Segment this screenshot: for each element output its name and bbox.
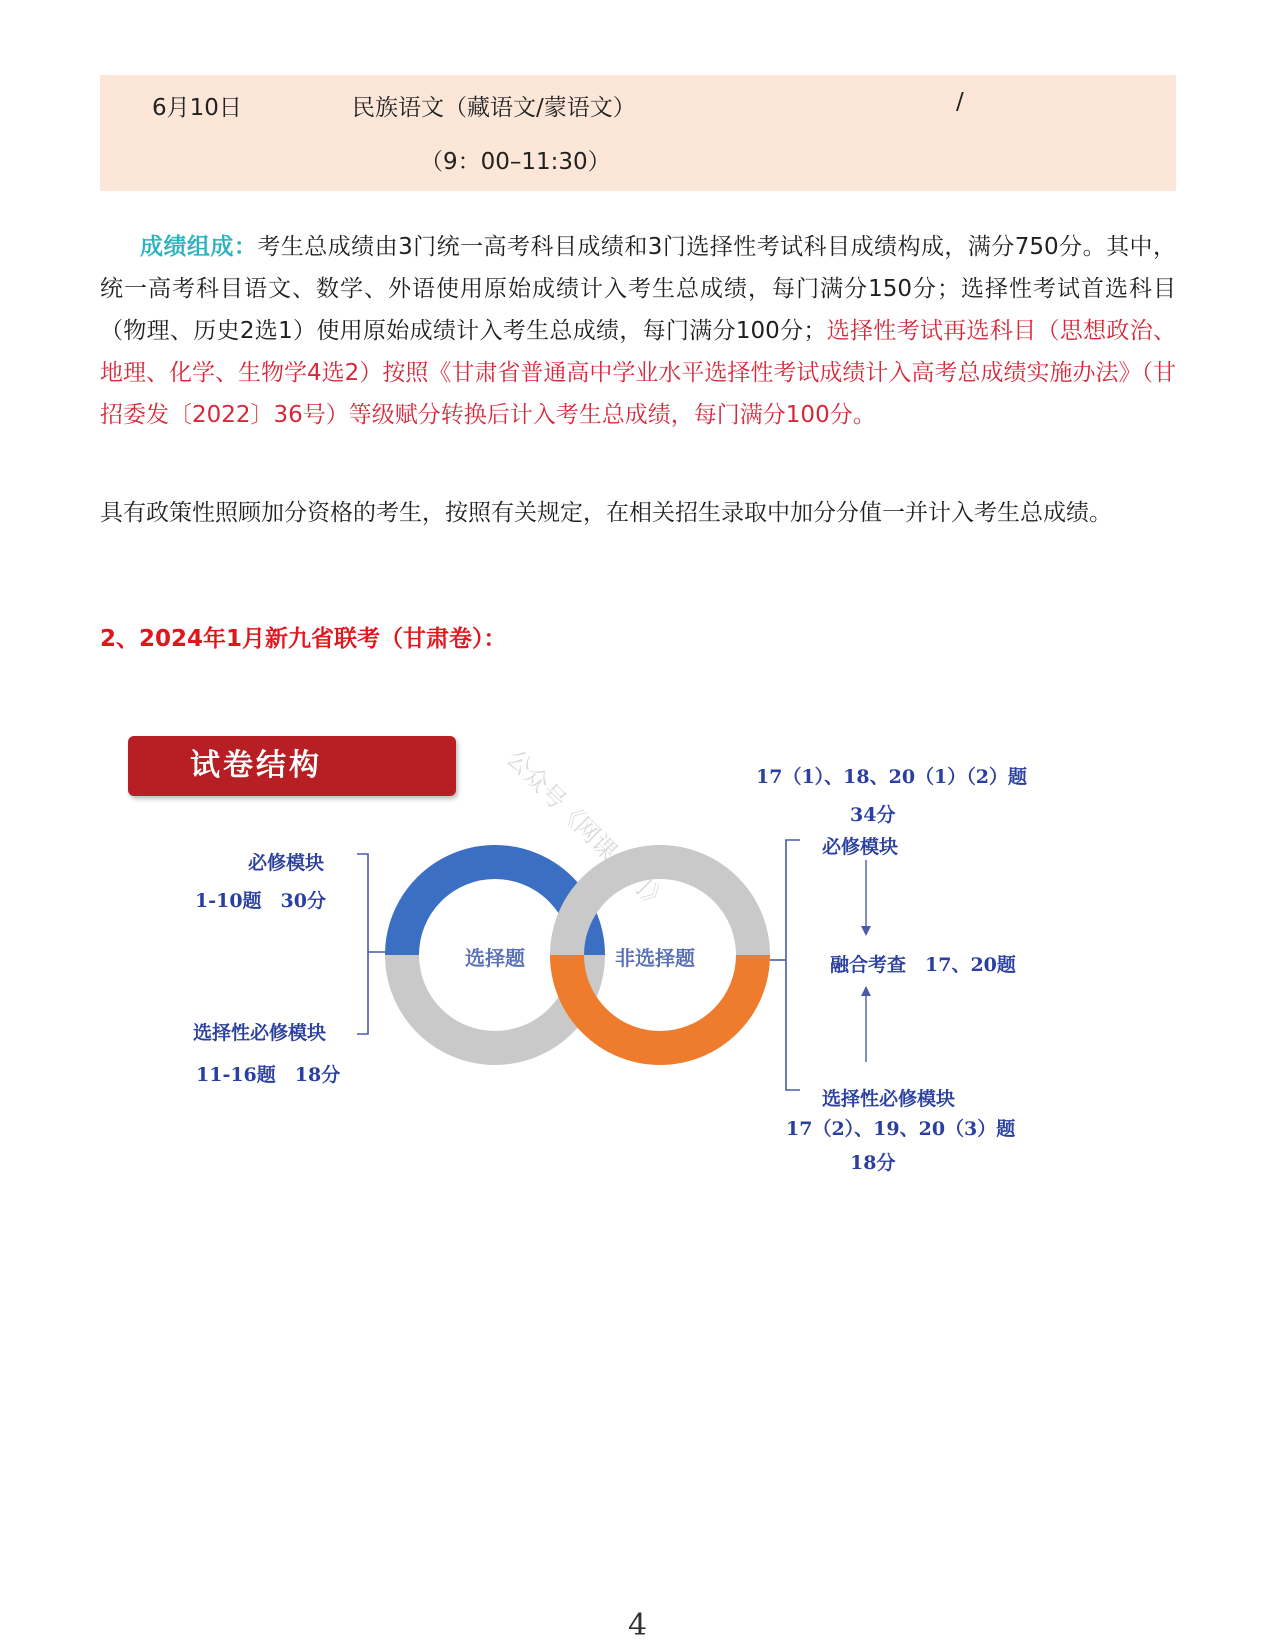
score-composition-text: 考生总成绩由3门统一高考科目成绩和3门选择性考试科目成绩构成，满分750分。其中，统一高考科目语文、数学、外语使用原始成绩计入考生总成绩，每门满分150分；选择性考试首选科目（物理、历史2选1）使用原始成绩计入考生总成绩，每门满分100分； — [100, 234, 1177, 344]
fusion-label: 融合考查 17、20题 — [830, 954, 1016, 976]
diagram-graphics — [0, 690, 1275, 1190]
schedule-date: 6月10日 — [152, 95, 242, 121]
schedule-time: （9：00–11:30） — [420, 149, 611, 175]
left-top-detail: 1-10题 30分 — [195, 890, 326, 912]
left-bracket — [357, 854, 368, 1034]
non-choice-ring-label: 非选择题 — [615, 946, 695, 970]
diagram-banner: 试卷结构 — [128, 736, 456, 796]
score-composition-label: 成绩组成： — [140, 234, 258, 260]
arrow-up-head — [861, 986, 871, 996]
right-bracket — [786, 840, 800, 1090]
section-heading: 2、2024年1月新九省联考（甘肃卷）： — [100, 626, 507, 652]
right-top-score: 34分 — [850, 804, 896, 826]
right-bottom-questions: 17（2）、19、20（3）题 — [786, 1118, 1016, 1140]
page-number: 4 — [627, 1608, 648, 1643]
schedule-subject: 民族语文（藏语文/蒙语文） — [352, 95, 636, 121]
watermark: 公众号《网课大门》 — [500, 744, 674, 917]
right-top-module: 必修模块 — [822, 836, 899, 858]
schedule-table-row — [100, 75, 1176, 191]
right-bottom-module: 选择性必修模块 — [822, 1088, 956, 1110]
right-bottom-score: 18分 — [850, 1152, 896, 1174]
left-top-module: 必修模块 — [248, 852, 325, 874]
right-top-questions: 17（1）、18、20（1）（2）题 — [756, 766, 1027, 788]
exam-structure-diagram — [0, 690, 1275, 1190]
left-bottom-module: 选择性必修模块 — [193, 1022, 327, 1044]
left-bottom-detail: 11-16题 18分 — [196, 1064, 341, 1086]
bonus-points-paragraph: 具有政策性照顾加分资格的考生，按照有关规定，在相关招生录取中加分分值一并计入考生总成绩。 — [100, 500, 1112, 526]
schedule-note: / — [956, 89, 964, 115]
arrow-down-head — [861, 926, 871, 936]
score-composition-highlight: 选择性考试再选科目（思想政治、地理、化学、生物学4选2）按照《甘肃省普通高中学业水平选择性考试成绩计入高考总成绩实施办法》（甘招委发〔2022〕36号）等级赋分转换后计入考生总成绩，每门满分100分。 — [100, 318, 1177, 428]
choice-ring-label: 选择题 — [465, 946, 525, 970]
score-composition-paragraph — [100, 226, 1176, 436]
